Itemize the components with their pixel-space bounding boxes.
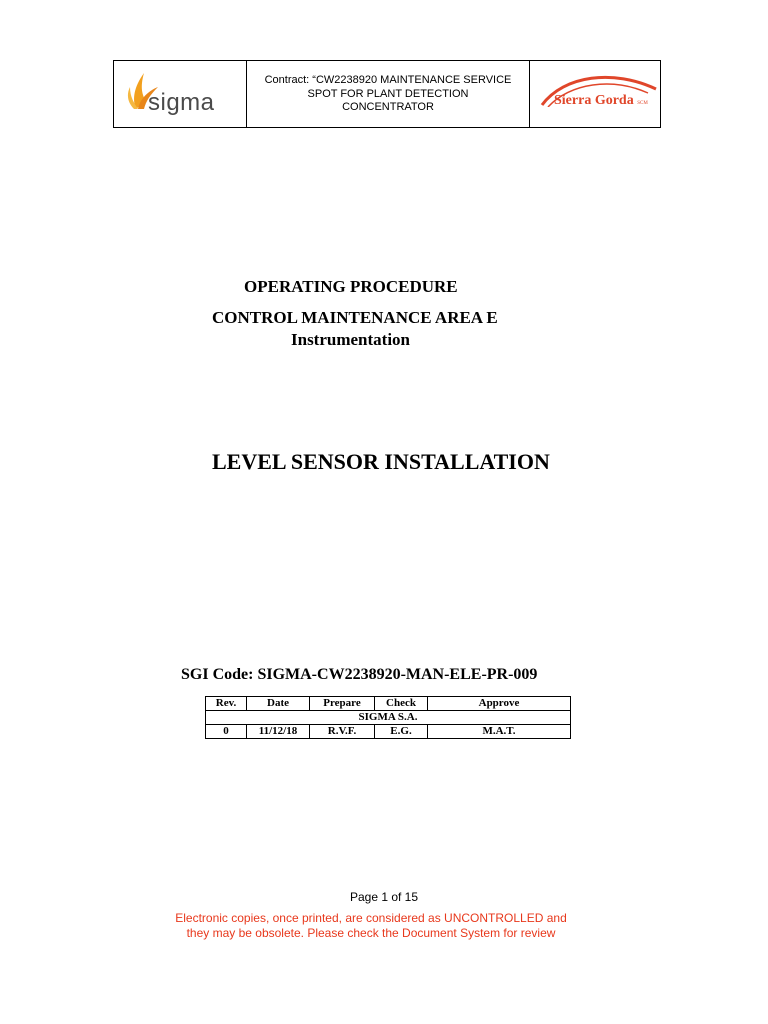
revision-table (205, 696, 571, 739)
sigma-logo-cell (114, 61, 247, 127)
procedure-area-title: CONTROL MAINTENANCE AREA E (212, 308, 498, 327)
table-row (206, 725, 571, 739)
table-cell: R.V.F. (310, 725, 375, 739)
header-table (113, 60, 661, 128)
sierra-gorda-logo-text: Sierra Gorda SCM (554, 93, 648, 108)
table-row (206, 711, 571, 725)
page-number: Page 1 of 15 (349, 890, 419, 904)
sierra-gorda-logo (534, 67, 660, 123)
notice-line: they may be obsolete. Please check the Document System for review (186, 926, 556, 940)
contract-line: CONCENTRATOR (342, 101, 434, 113)
sgi-code: SGI Code: SIGMA-CW2238920-MAN-ELE-PR-009 (181, 666, 538, 683)
table-cell: 0 (206, 725, 247, 739)
table-header-cell: Rev. (206, 697, 247, 711)
sigma-logo-text: sigma (148, 89, 215, 116)
table-cell: M.A.T. (428, 725, 571, 739)
contract-line: Contract: “CW2238920 MAINTENANCE SERVICE (264, 74, 512, 86)
procedure-discipline-title: Instrumentation (291, 330, 411, 349)
notice-line: Electronic copies, once printed, are considered as UNCONTROLLED and (175, 911, 567, 925)
table-header-row (206, 697, 571, 711)
company-cell: SIGMA S.A. (206, 711, 571, 725)
document-title: LEVEL SENSOR INSTALLATION (212, 449, 550, 474)
table-header-cell: Prepare (310, 697, 375, 711)
table-header-cell: Check (375, 697, 428, 711)
table-header-cell: Approve (428, 697, 571, 711)
procedure-type-title: OPERATING PROCEDURE (244, 277, 458, 296)
contract-cell (247, 61, 530, 127)
table-header-cell: Date (247, 697, 310, 711)
uncontrolled-copy-notice (0, 911, 742, 941)
contract-line: SPOT FOR PLANT DETECTION (307, 87, 469, 100)
sigma-logo (122, 69, 240, 119)
table-cell: 11/12/18 (247, 725, 310, 739)
table-cell: E.G. (375, 725, 428, 739)
sierra-gorda-logo-cell (530, 61, 660, 127)
